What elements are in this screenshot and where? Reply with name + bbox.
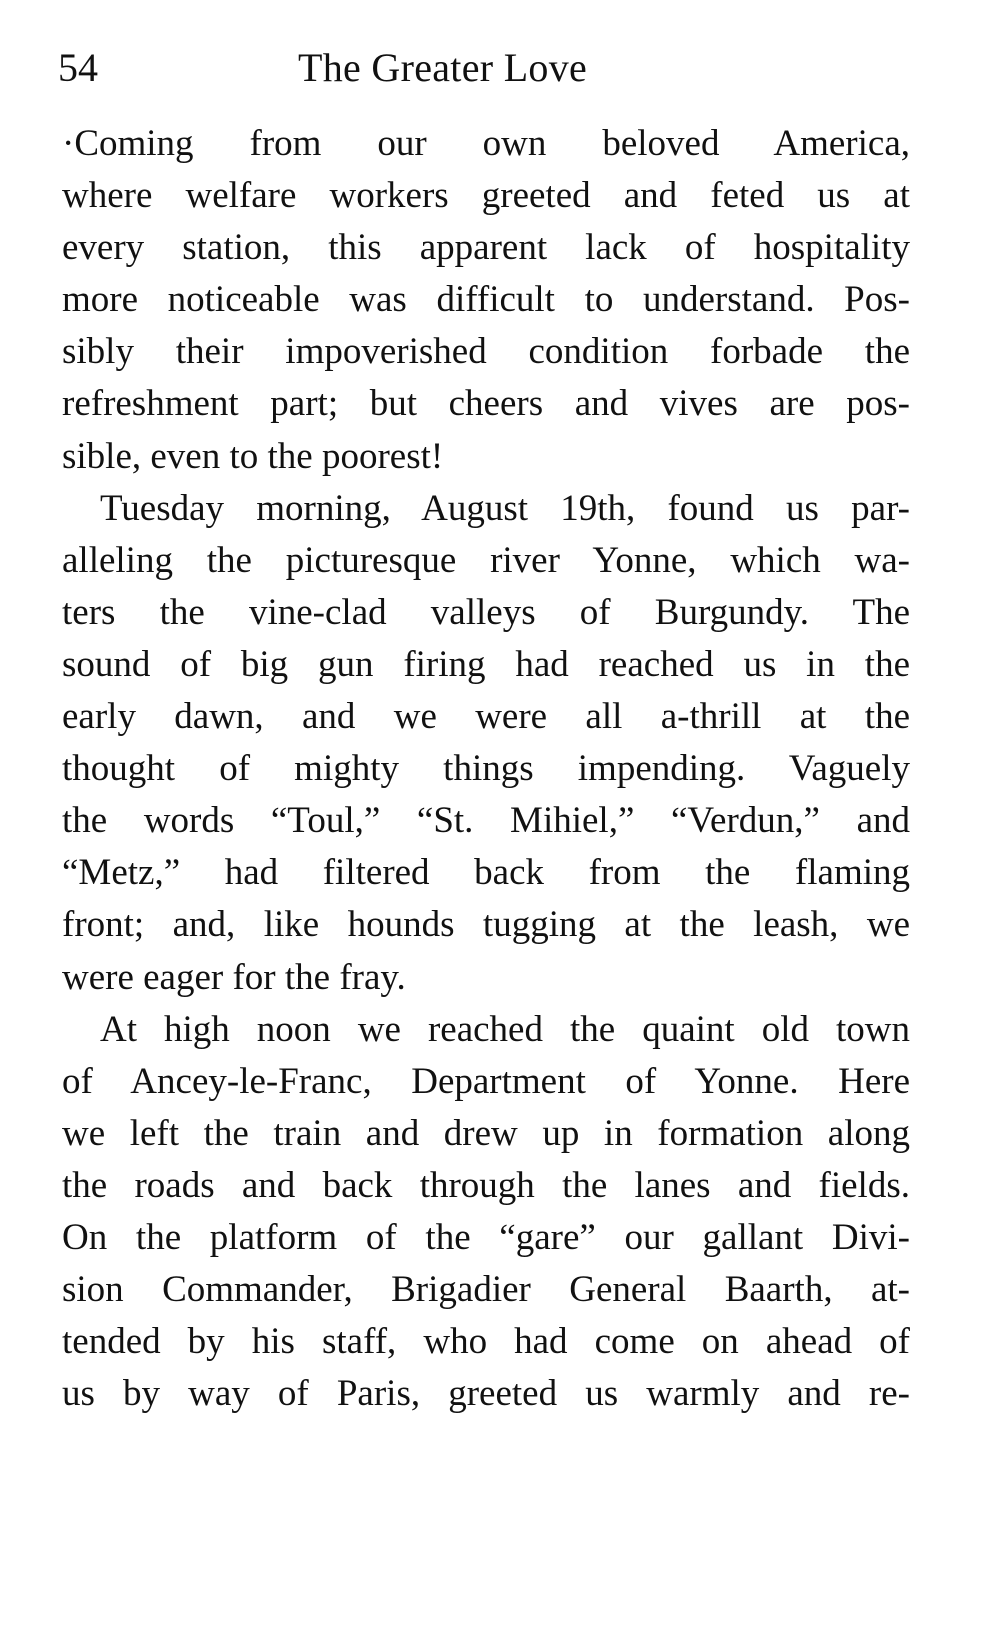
text-line: every station, this apparent lack of hospitality	[62, 227, 910, 269]
running-title: The Greater Love	[298, 45, 588, 90]
text-line: ters the vine-clad valleys of Burgundy. The	[62, 591, 910, 633]
text-line: front; and, like hounds tugging at the leash, we	[62, 904, 910, 946]
text-line: thought of mighty things impending. Vaguely	[62, 748, 910, 790]
text-line: were eager for the fray.	[62, 956, 406, 998]
paragraph-3	[62, 1004, 910, 1421]
text-line: of Ancey-le-Franc, Department of Yonne. Here	[62, 1060, 910, 1102]
text-line: sibly their impoverished condition forbade the	[62, 331, 910, 373]
paragraph-1	[62, 118, 910, 483]
paragraph-2	[62, 483, 910, 1004]
text-line: At high noon we reached the quaint old town	[100, 1008, 910, 1050]
body-text	[62, 118, 910, 1420]
text-line: the roads and back through the lanes and fields.	[62, 1164, 910, 1206]
text-line: tended by his staff, who had come on ahead of	[62, 1321, 910, 1363]
text-line: us by way of Paris, greeted us warmly and re-	[62, 1373, 910, 1415]
text-line: “Metz,” had filtered back from the flaming	[62, 852, 910, 894]
text-line: refreshment part; but cheers and vives are pos-	[62, 383, 910, 425]
text-line: On the platform of the “gare” our gallant Divi-	[62, 1216, 910, 1258]
page-number: 54	[58, 45, 98, 90]
text-line: we left the train and drew up in formation along	[62, 1112, 910, 1154]
text-line: ·Coming from our own beloved America,	[62, 123, 910, 164]
text-line: Tuesday morning, August 19th, found us par-	[100, 487, 910, 529]
running-head	[58, 40, 918, 96]
text-line: more noticeable was difficult to understand. Pos-	[62, 279, 910, 321]
text-line: where welfare workers greeted and feted us at	[62, 175, 910, 217]
text-line: sound of big gun firing had reached us in the	[62, 643, 910, 685]
text-line: early dawn, and we were all a-thrill at the	[62, 696, 910, 738]
text-line: sible, even to the poorest!	[62, 435, 444, 477]
text-line: alleling the picturesque river Yonne, which wa-	[62, 539, 910, 581]
text-line: the words “Toul,” “St. Mihiel,” “Verdun,” and	[62, 800, 910, 842]
text-line: sion Commander, Brigadier General Baarth, at-	[62, 1269, 910, 1311]
